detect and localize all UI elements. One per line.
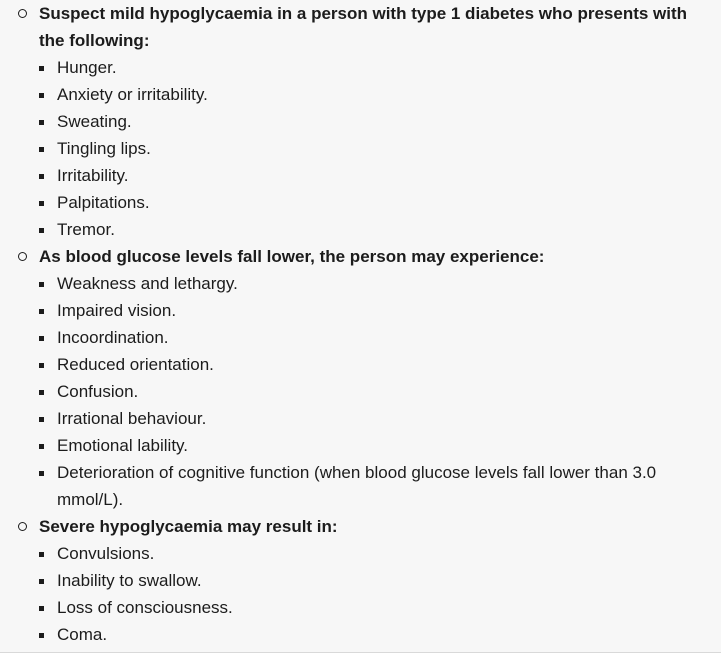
section-heading: Suspect mild hypoglycaemia in a person with type 1 diabetes who presents with the following: (39, 4, 688, 50)
list-item-text: Anxiety or irritability. (57, 85, 208, 104)
list-item (39, 405, 721, 432)
list-item-text: Coma. (57, 625, 108, 644)
square-bullet-icon (39, 417, 44, 422)
list-item-text: Convulsions. (57, 544, 155, 563)
list-item (39, 54, 721, 81)
list-item-text: Tingling lips. (57, 139, 151, 158)
list-item-text: Loss of consciousness. (57, 598, 233, 617)
list-item (39, 540, 721, 567)
list-item (39, 162, 721, 189)
list-item-text: Irrational behaviour. (57, 409, 207, 428)
list-item-text: Weakness and lethargy. (57, 274, 238, 293)
square-bullet-icon (39, 147, 44, 152)
square-bullet-icon (39, 309, 44, 314)
list-item (39, 297, 721, 324)
square-bullet-icon (39, 174, 44, 179)
list-item (39, 81, 721, 108)
circle-bullet-icon (18, 252, 27, 261)
symptom-list (39, 54, 721, 243)
square-bullet-icon (39, 579, 44, 584)
list-item (39, 270, 721, 297)
list-item-text: Reduced orientation. (57, 355, 214, 374)
list-item-text: Incoordination. (57, 328, 169, 347)
list-item-text: Impaired vision. (57, 301, 177, 320)
list-item-text: Palpitations. (57, 193, 150, 212)
square-bullet-icon (39, 282, 44, 287)
section-heading: As blood glucose levels fall lower, the person may experience: (39, 247, 545, 266)
square-bullet-icon (39, 390, 44, 395)
square-bullet-icon (39, 201, 44, 206)
list-item (39, 216, 721, 243)
list-item (39, 567, 721, 594)
section-severe-hypoglycaemia (0, 513, 721, 648)
section-mild-hypoglycaemia (0, 0, 721, 243)
list-item (39, 324, 721, 351)
square-bullet-icon (39, 336, 44, 341)
square-bullet-icon (39, 606, 44, 611)
section-heading: Severe hypoglycaemia may result in: (39, 517, 338, 536)
list-item-text: Inability to swallow. (57, 571, 202, 590)
square-bullet-icon (39, 633, 44, 638)
symptom-list (39, 270, 721, 513)
list-item-text: Tremor. (57, 220, 115, 239)
list-item (39, 108, 721, 135)
list-item (39, 378, 721, 405)
square-bullet-icon (39, 93, 44, 98)
section-lower-glucose (0, 243, 721, 513)
list-item (39, 459, 721, 513)
list-item (39, 621, 721, 648)
circle-bullet-icon (18, 522, 27, 531)
list-item-text: Deterioration of cognitive function (when blood glucose levels fall lower than 3.0 mmol/L). (57, 463, 657, 509)
square-bullet-icon (39, 120, 44, 125)
list-item-text: Irritability. (57, 166, 129, 185)
list-item-text: Confusion. (57, 382, 139, 401)
list-item-text: Hunger. (57, 58, 117, 77)
list-item (39, 351, 721, 378)
list-item-text: Sweating. (57, 112, 132, 131)
circle-bullet-icon (18, 9, 27, 18)
list-item (39, 594, 721, 621)
square-bullet-icon (39, 363, 44, 368)
list-item (39, 135, 721, 162)
square-bullet-icon (39, 471, 44, 476)
list-item (39, 189, 721, 216)
square-bullet-icon (39, 228, 44, 233)
square-bullet-icon (39, 66, 44, 71)
square-bullet-icon (39, 444, 44, 449)
symptom-list (39, 540, 721, 648)
list-item-text: Emotional lability. (57, 436, 189, 455)
list-item (39, 432, 721, 459)
square-bullet-icon (39, 552, 44, 557)
